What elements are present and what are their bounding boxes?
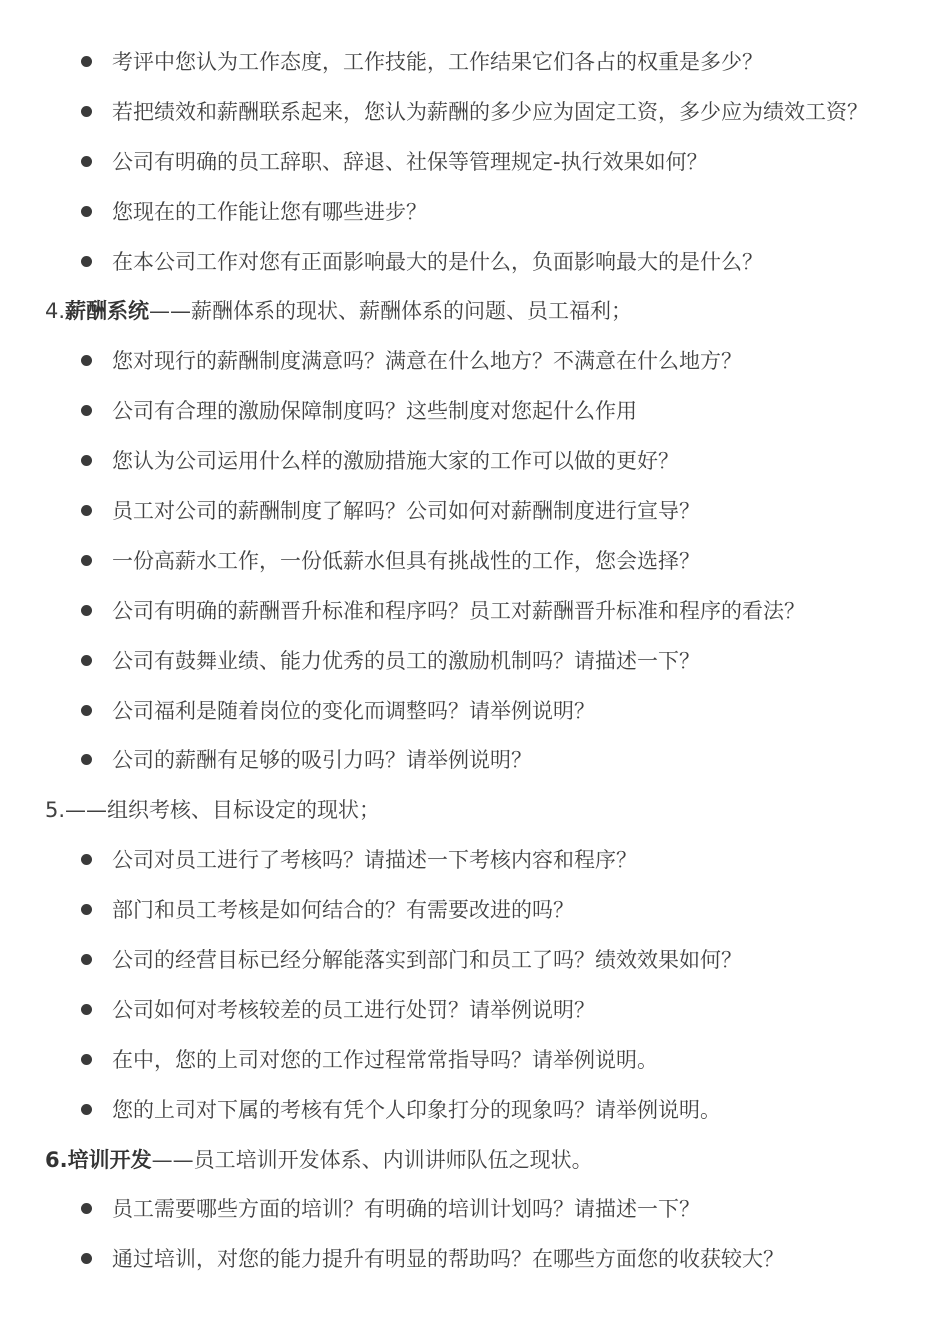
list-item: [0, 885, 950, 935]
section-heading-4: [0, 286, 950, 336]
list-item-text: 公司福利是随着岗位的变化而调整吗？请举例说明？: [112, 698, 595, 723]
document-body: [0, 37, 950, 1284]
list-item: [0, 835, 950, 885]
bullet-icon: [81, 854, 92, 865]
list-item: [0, 1085, 950, 1135]
section-heading-5: [0, 785, 950, 835]
bullet-icon: [81, 754, 92, 765]
bullet-icon: [81, 355, 92, 366]
list-item: [0, 187, 950, 237]
list-item: [0, 37, 950, 87]
list-item: [0, 985, 950, 1035]
list-item: [0, 1184, 950, 1234]
list-item: [0, 586, 950, 636]
bullet-icon: [81, 705, 92, 716]
list-item: [0, 336, 950, 386]
list-item-text: 公司的经营目标已经分解能落实到部门和员工了吗？绩效效果如何？: [112, 948, 742, 973]
bullet-icon: [81, 605, 92, 616]
bullet-icon: [81, 156, 92, 167]
list-item-text: 公司有明确的薪酬晋升标准和程序吗？员工对薪酬晋升标准和程序的看法？: [112, 598, 805, 623]
list-item: [0, 87, 950, 137]
list-item-text: 部门和员工考核是如何结合的？有需要改进的吗？: [112, 898, 574, 923]
bullet-icon: [81, 1004, 92, 1015]
list-item: [0, 1234, 950, 1284]
section-title: 培训开发: [67, 1147, 152, 1172]
list-item: [0, 735, 950, 785]
list-item: [0, 1035, 950, 1085]
bullet-icon: [81, 106, 92, 117]
list-item-text: 公司如何对考核较差的员工进行处罚？请举例说明？: [112, 997, 595, 1022]
list-item: [0, 386, 950, 436]
bullet-icon: [81, 904, 92, 915]
list-item: [0, 436, 950, 486]
list-item-text: 您对现行的薪酬制度满意吗？满意在什么地方？不满意在什么地方？: [112, 349, 742, 374]
bullet-icon: [81, 954, 92, 965]
list-item-text: 您的上司对下属的考核有凭个人印象打分的现象吗？请举例说明。: [112, 1097, 721, 1122]
bullet-icon: [81, 1104, 92, 1115]
list-item: [0, 536, 950, 586]
list-item-text: 通过培训，对您的能力提升有明显的帮助吗？在哪些方面您的收获较大？: [112, 1247, 784, 1272]
list-item-text: 公司有明确的员工辞职、辞退、社保等管理规定-执行效果如何？: [112, 149, 708, 174]
section-number: 5.: [45, 798, 66, 823]
section-number: 6.: [45, 1147, 68, 1172]
list-item: [0, 486, 950, 536]
list-item-text: 在中，您的上司对您的工作过程常常指导吗？请举例说明。: [112, 1047, 658, 1072]
list-item-text: 公司有合理的激励保障制度吗？这些制度对您起什么作用: [112, 399, 637, 424]
list-item: [0, 935, 950, 985]
bullet-icon: [81, 256, 92, 267]
section-heading-6: [0, 1135, 950, 1185]
section-number: 4.: [45, 299, 66, 324]
bullet-icon: [81, 1203, 92, 1214]
bullet-icon: [81, 1054, 92, 1065]
bullet-icon: [81, 505, 92, 516]
bullet-icon: [81, 655, 92, 666]
list-item: [0, 686, 950, 736]
bullet-icon: [81, 206, 92, 217]
section-description: ——员工培训开发体系、内训讲师队伍之现状。: [151, 1147, 593, 1172]
list-item: [0, 636, 950, 686]
list-item: [0, 237, 950, 287]
bullet-icon: [81, 405, 92, 416]
section-title: 薪酬系统: [65, 299, 150, 324]
list-item-text: 员工对公司的薪酬制度了解吗？公司如何对薪酬制度进行宣导？: [112, 499, 700, 524]
section-description: ——组织考核、目标设定的现状；: [65, 798, 381, 823]
list-item-text: 公司有鼓舞业绩、能力优秀的员工的激励机制吗？请描述一下？: [112, 648, 700, 673]
bullet-icon: [81, 56, 92, 67]
bullet-icon: [81, 1253, 92, 1264]
list-item-text: 公司的薪酬有足够的吸引力吗？请举例说明？: [112, 748, 532, 773]
list-item: [0, 137, 950, 187]
section-description: ——薪酬体系的现状、薪酬体系的问题、员工福利；: [149, 299, 633, 324]
list-item-text: 公司对员工进行了考核吗？请描述一下考核内容和程序？: [112, 848, 637, 873]
bullet-icon: [81, 555, 92, 566]
list-item-text: 您认为公司运用什么样的激励措施大家的工作可以做的更好？: [112, 449, 679, 474]
list-item-text: 员工需要哪些方面的培训？有明确的培训计划吗？请描述一下？: [112, 1197, 700, 1222]
list-item-text: 若把绩效和薪酬联系起来，您认为薪酬的多少应为固定工资，多少应为绩效工资？: [112, 99, 868, 124]
bullet-icon: [81, 455, 92, 466]
list-item-text: 考评中您认为工作态度，工作技能，工作结果它们各占的权重是多少？: [112, 50, 763, 74]
list-item-text: 在本公司工作对您有正面影响最大的是什么，负面影响最大的是什么？: [112, 249, 763, 274]
list-item-text: 您现在的工作能让您有哪些进步？: [112, 199, 427, 224]
list-item-text: 一份高薪水工作，一份低薪水但具有挑战性的工作，您会选择？: [112, 548, 700, 573]
